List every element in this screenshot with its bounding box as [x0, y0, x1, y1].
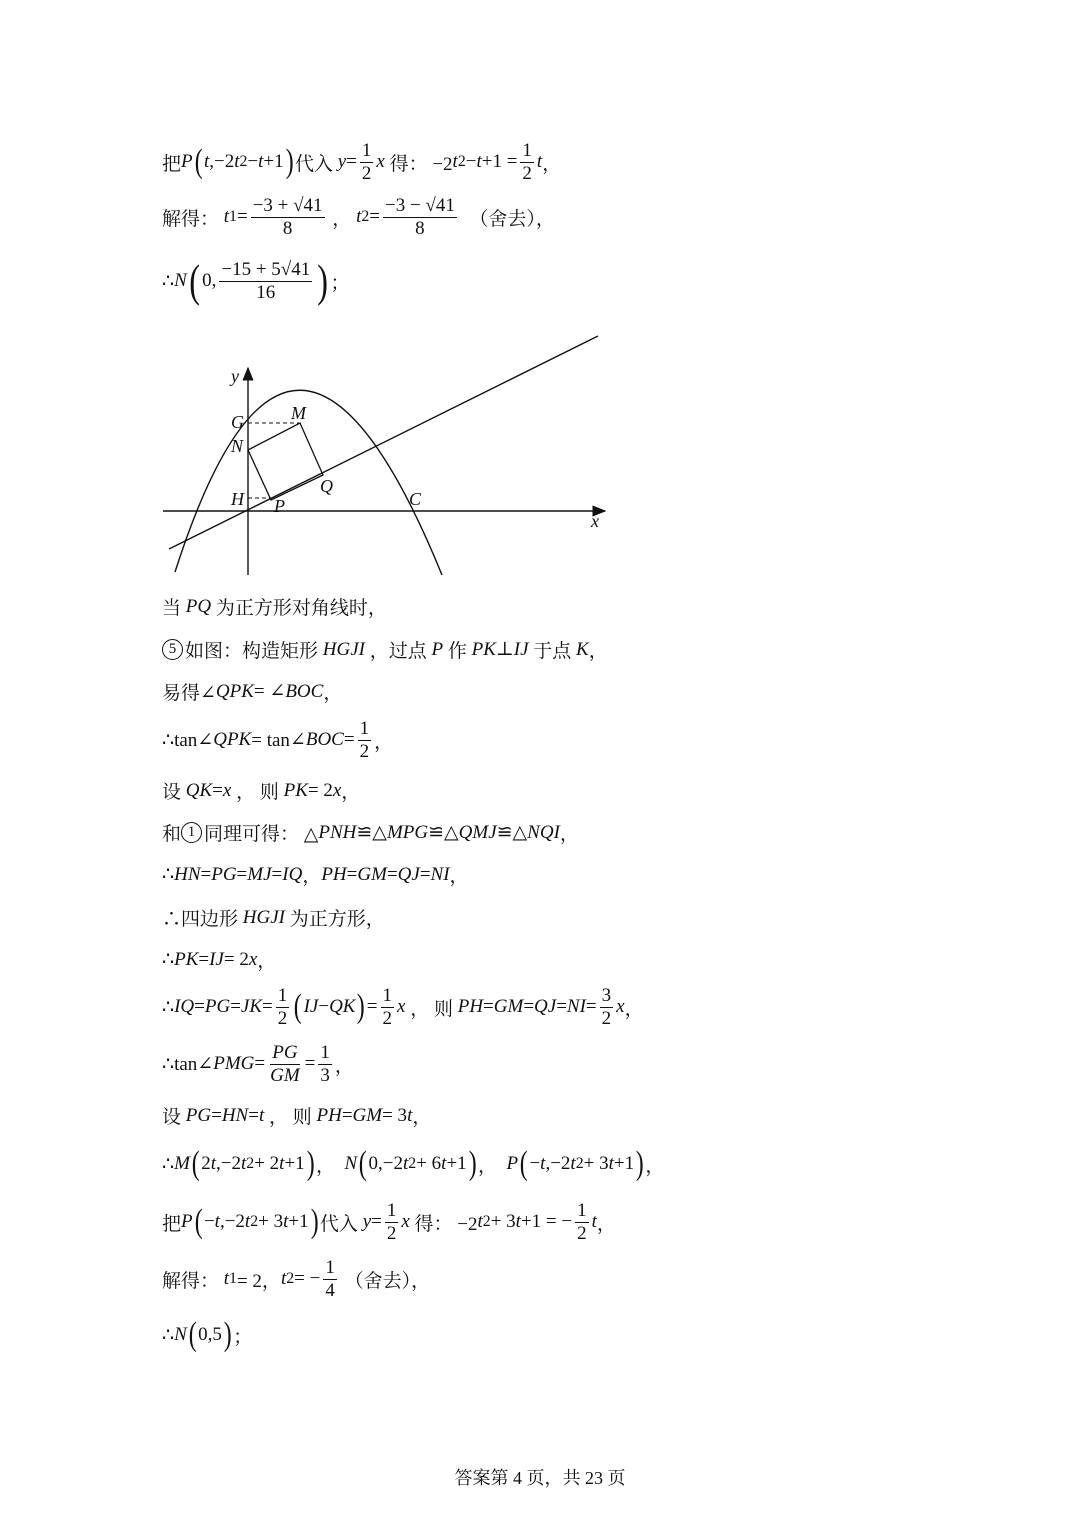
solution-line-3: ∴ N ( 0, −15 + 5√41 16 ) ；	[162, 255, 350, 306]
label-n: N	[231, 436, 244, 456]
label-y: y	[231, 366, 239, 386]
page-footer: 答案第 4 页，共 23 页	[454, 1468, 626, 1488]
label-h: H	[231, 489, 244, 509]
solution-line-7: ∴tan∠ QPK = tan∠ BOC = $\frac{1}{2}$ ，	[162, 718, 394, 762]
solution-line-15: 设 PG = HN = t ， 则 PH = GM = 3 t ，	[162, 1104, 432, 1128]
solution-line-8: 设 QK = x ， 则 PK = 2 x ，	[162, 779, 361, 803]
solution-line-9: 和 1 同理可得： △ PNH ≌△ MPG ≌△ QMJ ≌△ NQI ，	[162, 821, 579, 845]
solution-line-11: ∴四边形 HGJI 为正方形，	[162, 906, 385, 930]
solution-line-16: ∴ M ( 2 t ,−2 t 2 + 2 t +1 ) ， N ( 0,−2 t 2 + 6 t +1 ) ， P ( − t ,−2 t 2 + 3 t +1 ) ，	[162, 1145, 665, 1182]
solution-line-5: 5 如图：构造矩形 HGJI ，过点 P 作 PK ⊥ IJ 于点 K ，	[162, 636, 608, 663]
solution-line-12: ∴ PK = IJ = 2 x ，	[162, 948, 277, 972]
parabola-figure	[155, 330, 625, 585]
label-g: G	[231, 412, 244, 432]
solution-line-18: 解得： t 1 = 2， t 2 = − $\frac{1}{4}$ （舍去），	[162, 1257, 431, 1301]
label-p: P	[274, 496, 285, 516]
solution-line-19: ∴ N ( 0,5 ) ；	[162, 1316, 253, 1353]
solution-line-17: 把 P ( − t ,−2 t 2 + 3 t +1 ) 代入 y = $\frac{1}{2}$ x 得： −2 t 2 + 3 t +1 = − $\frac{1}{2}$ t ，	[162, 1200, 616, 1244]
solution-line-13: ∴ IQ = PG = JK = $\frac{1}{2}$ ( IJ − QK ) = $\frac{1}{2}$ x ， 则 PH = GM = QJ = NI = $\frac{3}{2}$ x ，	[162, 985, 644, 1029]
label-c: C	[409, 489, 422, 509]
solution-line-4: 当 PQ 为正方形对角线时，	[162, 595, 387, 619]
solution-line-1: 把 P ( t ,−2 t 2 − t +1 ) 代入 y = $\frac{1}{2}$ x 得： −2 t 2 − t +1 = $\frac{1}{2}$ t ，	[162, 140, 562, 184]
solution-line-2: 解得： t 1 = $\frac{-3 + √41}{8}$ ， t 2 = $\frac{-3 - √41}{8}$ （舍去），	[162, 195, 555, 239]
square-npqm	[248, 423, 323, 500]
label-x: x	[591, 511, 599, 531]
solution-line-14: ∴tan∠ PMG = $\frac{PG}{GM}$ = $\frac{1}{3}$ ，	[162, 1042, 354, 1086]
label-q: Q	[320, 476, 333, 496]
solution-line-6: 易得∠ QPK = ∠ BOC ，	[162, 680, 343, 704]
label-m: M	[291, 403, 306, 423]
solution-line-10: ∴ HN = PG = MJ = IQ ， PH = GM = QJ = NI ，	[162, 863, 469, 887]
